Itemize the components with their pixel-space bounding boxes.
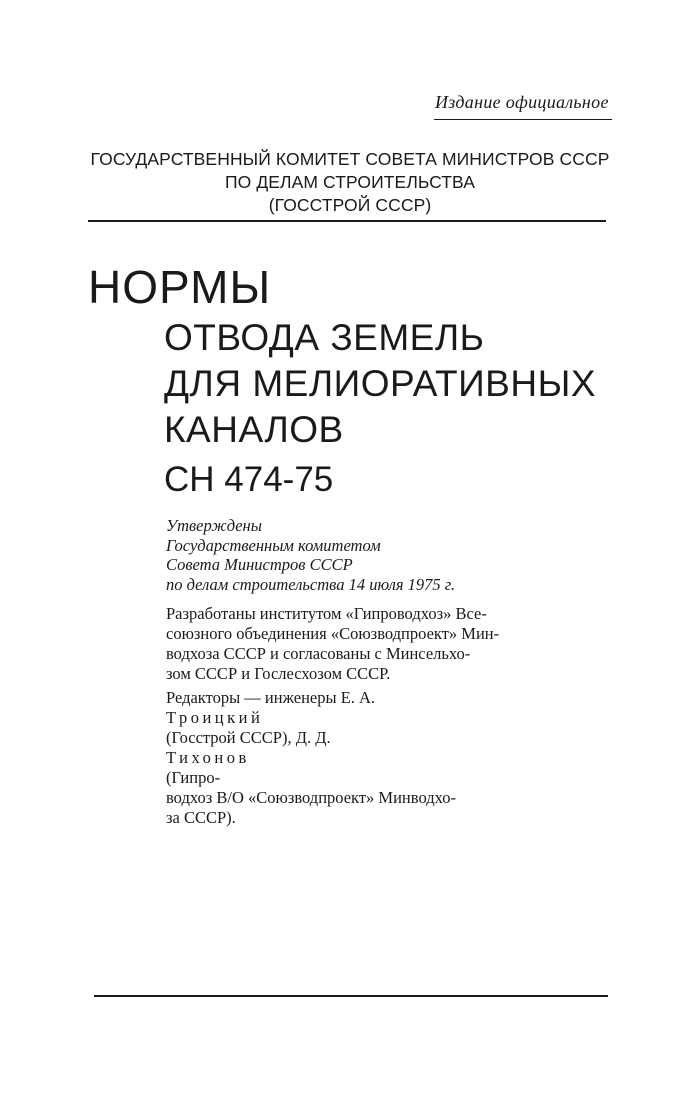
bottom-divider [94, 995, 608, 997]
organization-line: (ГОССТРОЙ СССР) [268, 195, 432, 215]
subtitle-line: ОТВОДА ЗЕМЕЛЬ [164, 317, 485, 358]
approval-line: по делам строительства 14 июля 1975 г. [166, 574, 456, 594]
organization-header [80, 148, 620, 217]
developed-by-paragraph [166, 604, 566, 684]
paragraph-line [166, 688, 566, 728]
edition-label: Издание официальное [435, 92, 609, 112]
document-title: НОРМЫ [88, 261, 272, 313]
approval-line: Утверждены [166, 516, 262, 535]
paragraph-line: союзного объединения «Союзводпроект» Мин- [166, 624, 500, 643]
top-divider [88, 220, 606, 222]
paragraph-line: водхоз В/О «Союзводпроект» Минводхо- [166, 788, 456, 807]
organization-line: ГОСУДАРСТВЕННЫЙ КОМИТЕТ СОВЕТА МИНИСТРОВ СССР [90, 149, 610, 169]
editor-name: Троицкий [166, 708, 264, 727]
approval-line: Государственным комитетом [166, 535, 381, 555]
document-subtitle [164, 315, 596, 453]
paragraph-line: Разработаны институтом «Гипроводхоз» Все- [166, 604, 487, 623]
approval-note [166, 516, 455, 594]
paragraph-line: зом СССР и Гослесхозом СССР. [166, 664, 391, 683]
editors-text: (Госстрой СССР), Д. Д. [166, 728, 331, 747]
editor-name: Тихонов [166, 748, 250, 767]
document-code: СН 474-75 [164, 460, 334, 499]
paragraph-line: за СССР). [166, 808, 236, 827]
paragraph-line [166, 728, 566, 788]
paragraph-line: водхоза СССР и согласованы с Минсельхо- [166, 644, 471, 663]
subtitle-line: КАНАЛОВ [164, 409, 344, 450]
editors-prefix: Редакторы — инженеры Е. А. [166, 688, 376, 707]
edition-underline [434, 119, 612, 120]
organization-line: ПО ДЕЛАМ СТРОИТЕЛЬСТВА [224, 172, 476, 192]
editors-paragraph [166, 688, 566, 828]
editors-text: (Гипро- [166, 768, 221, 787]
subtitle-line: ДЛЯ МЕЛИОРАТИВНЫХ [164, 363, 597, 404]
approval-line: Совета Министров СССР [166, 555, 353, 574]
